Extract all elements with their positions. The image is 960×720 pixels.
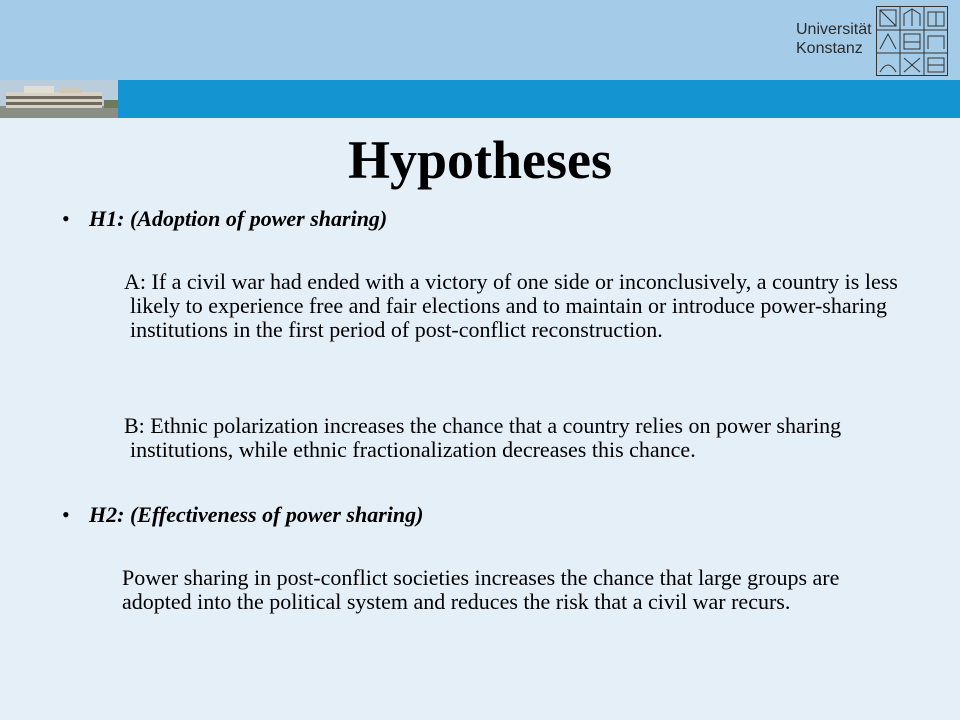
h2-text: Power sharing in post-conflict societies increases the chance that large groups are adopted into the political system and reduces the risk that a civil war recurs.	[122, 565, 840, 614]
h1-a-text: A: If a civil war had ended with a victory of one side or inconclusively, a country is less likely to experience free and fair elections and to maintain or introduce power-sharing institutions in the first period of post-conflict reconstruction.	[124, 269, 898, 342]
slide-title: Hypotheses	[347, 130, 612, 190]
bullet-dot: •	[62, 206, 70, 231]
bullet-dot: •	[62, 502, 70, 527]
h1-b-text: B: Ethnic polarization increases the chance that a country relies on power sharing institutions, while ethnic fractionalization decreases this chance.	[124, 413, 842, 462]
h1-label: H1: (Adoption of power sharing)	[89, 206, 388, 231]
h2-label: H2: (Effectiveness of power sharing)	[89, 502, 424, 527]
h1-b-paragraph	[124, 413, 930, 462]
university-konstanz-logo-icon	[876, 6, 948, 76]
university-name-line2: Konstanz	[796, 40, 863, 57]
header-band	[0, 80, 960, 118]
h2-paragraph	[122, 566, 902, 614]
university-name-line1: Universität	[796, 21, 872, 38]
university-name	[796, 20, 872, 58]
h1-a-paragraph	[124, 269, 930, 342]
campus-building-photo-icon	[0, 80, 118, 118]
